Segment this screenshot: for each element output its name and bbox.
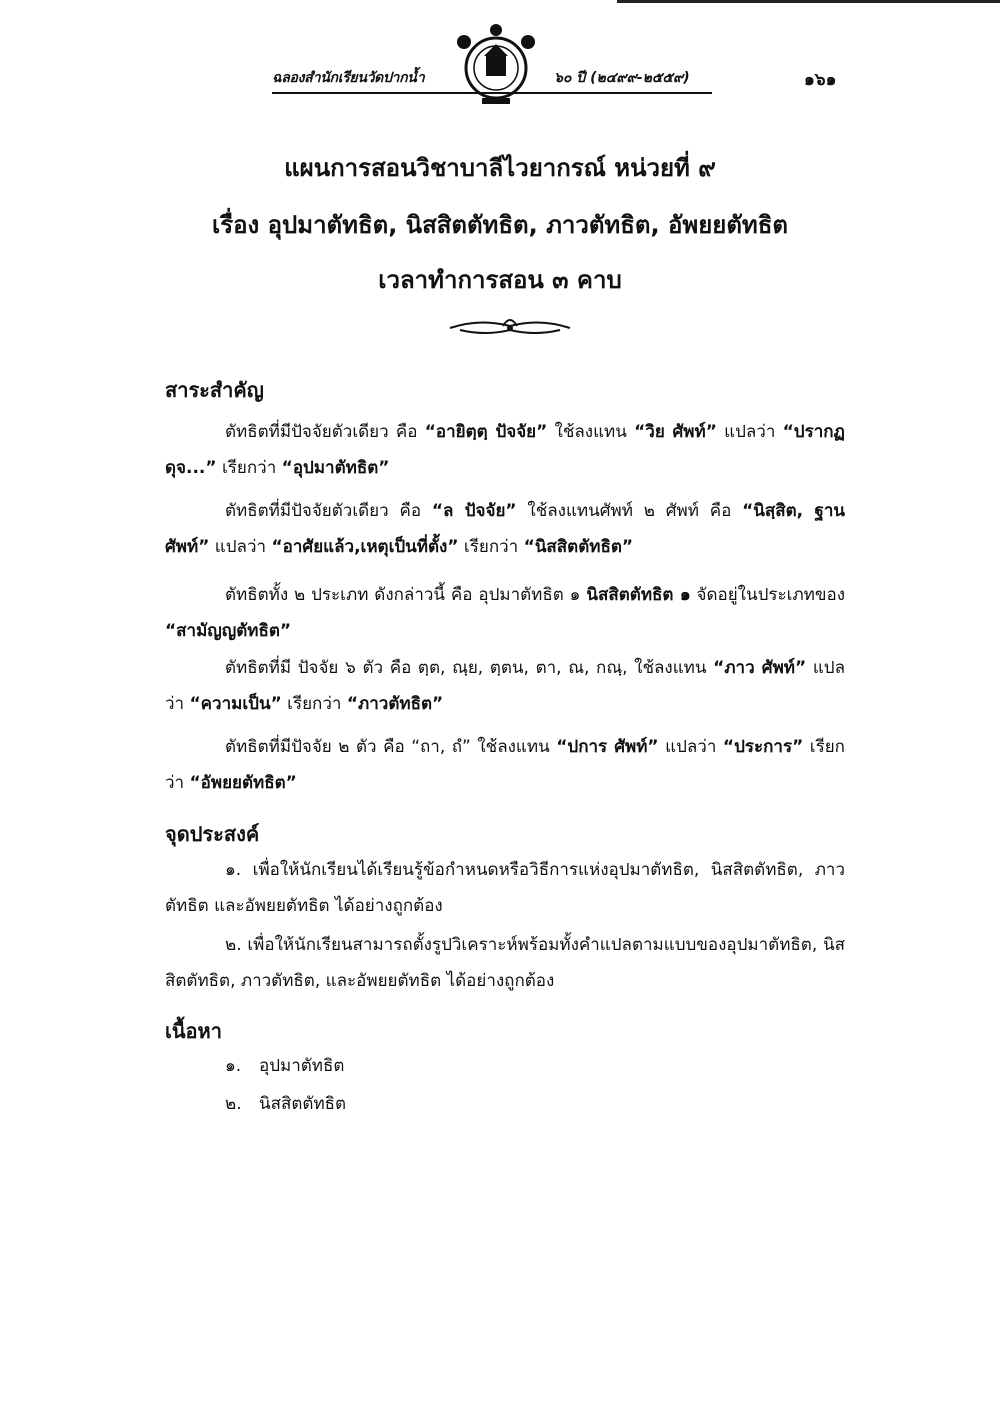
essence-paragraph-4	[165, 650, 845, 722]
content-item-number: ๑.	[225, 1056, 242, 1076]
term-bold: “นิสสิตตัทธิต”	[523, 537, 634, 557]
term-bold: “ภาวตัทธิต”	[346, 694, 444, 714]
page-header	[272, 20, 712, 110]
content-list-item	[225, 1052, 344, 1079]
term-bold: “ภาว ศัพท์”	[713, 658, 807, 678]
content-item-number: ๒.	[225, 1094, 242, 1114]
essence-paragraph-5	[165, 729, 845, 801]
ornament-divider-icon	[445, 310, 575, 340]
term-bold: “ปการ ศัพท์”	[556, 737, 659, 757]
temple-emblem-icon	[450, 20, 542, 112]
content-item-text: นิสสิตตัทธิต	[259, 1094, 347, 1114]
content-list-item	[225, 1090, 346, 1117]
text-run: แปลว่า	[658, 737, 723, 757]
term-bold: “สามัญญตัทธิต”	[165, 621, 292, 641]
term-bold: “วิย ศัพท์”	[634, 422, 717, 442]
title-line-1: แผนการสอนวิชาบาลีไวยากรณ์ หน่วยที่ ๙	[284, 154, 716, 182]
text-run: ตัทธิตทั้ง ๒ ประเภท ดังกล่าวนี้ คือ อุปมาตัทธิต ๑	[225, 585, 587, 605]
text-run: ตัทธิตที่มีปัจจัยตัวเดียว คือ	[225, 422, 425, 442]
objectives-heading: จุดประสงค์	[165, 822, 260, 846]
content-item-text: อุปมาตัทธิต	[259, 1056, 345, 1076]
content-heading: เนื้อหา	[165, 1019, 222, 1043]
essence-heading: สาระสำคัญ	[165, 378, 264, 402]
term-bold: “อัพยยตัทธิต”	[189, 773, 297, 793]
term-bold: “ล ปัจจัย”	[431, 501, 517, 521]
essence-paragraph-1	[165, 414, 845, 486]
term-bold: “อาศัยแล้ว,เหตุเป็นที่ตั้ง”	[271, 537, 459, 557]
text-run: แปลว่า	[209, 537, 272, 557]
text-run: ตัทธิตที่มีปัจจัย ๒ ตัว คือ “ถา, ถํ” ใช้ลงแทน	[225, 737, 557, 757]
text-run: ตัทธิตที่มีปัจจัยตัวเดียว คือ	[225, 501, 432, 521]
text-run: แปลว่า	[165, 658, 845, 714]
text-run: เรียกว่า	[216, 458, 282, 478]
text-run: เรียกว่า	[458, 537, 524, 557]
text-run: จัดอยู่ในประเภทของ	[690, 585, 846, 605]
term-bold: “ความเป็น”	[189, 694, 282, 714]
term-bold: “ประการ”	[722, 737, 804, 757]
title-line-3: เวลาทำการสอน ๓ คาบ	[378, 266, 622, 294]
text-run: เรียกว่า	[165, 737, 845, 793]
term-bold: “ปรากฏดุจ...”	[165, 422, 845, 478]
essence-paragraph-2	[165, 493, 845, 565]
top-edge-rule	[617, 0, 1000, 3]
text-run: ตัทธิตที่มี ปัจจัย ๖ ตัว คือ ตฺต, ณฺย, ตฺตน, ตา, ณ, กณฺ, ใช้ลงแทน	[225, 658, 714, 678]
text-run: แปลว่า	[716, 422, 783, 442]
header-underline	[272, 92, 712, 94]
page-number: ๑๖๑	[804, 70, 837, 90]
header-left-text: ฉลองสำนักเรียนวัดปากน้ำ	[272, 70, 425, 86]
title-line-2: เรื่อง อุปมาตัทธิต, นิสสิตตัทธิต, ภาวตัทธิต, อัพยยตัทธิต	[212, 211, 788, 239]
header-right-text: ๖๐ ปี (๒๔๙๙-๒๕๕๙)	[554, 70, 690, 86]
text-run: เรียกว่า	[281, 694, 347, 714]
term-bold: “นิสฺสิต, ฐาน ศัพท์”	[165, 501, 845, 557]
term-bold: นิสสิตตัทธิต ๑	[586, 585, 691, 605]
term-bold: “อายิตฺตฺ ปัจจัย”	[424, 422, 548, 442]
objective-item-1: ๑. เพื่อให้นักเรียนได้เรียนรู้ข้อกำหนดหรือวิธีการแห่งอุปมาตัทธิต, นิสสิตตัทธิต, ภาวตัทธิต และอัพยยตัทธิต ได้อย่างถูกต้อง	[165, 860, 845, 916]
objective-item-2: ๒. เพื่อให้นักเรียนสามารถตั้งรูปวิเคราะห์พร้อมทั้งคำแปลตามแบบของอุปมาตัทธิต, นิสสิตตัทธิต, ภาวตัทธิต, และอัพยยตัทธิต ได้อย่างถูกต้อง	[165, 935, 845, 991]
essence-paragraph-3	[165, 577, 845, 649]
text-run: ใช้ลงแทน	[547, 422, 635, 442]
text-run: ใช้ลงแทนศัพท์ ๒ ศัพท์ คือ	[516, 501, 743, 521]
term-bold: “อุปมาตัทธิต”	[281, 458, 390, 478]
